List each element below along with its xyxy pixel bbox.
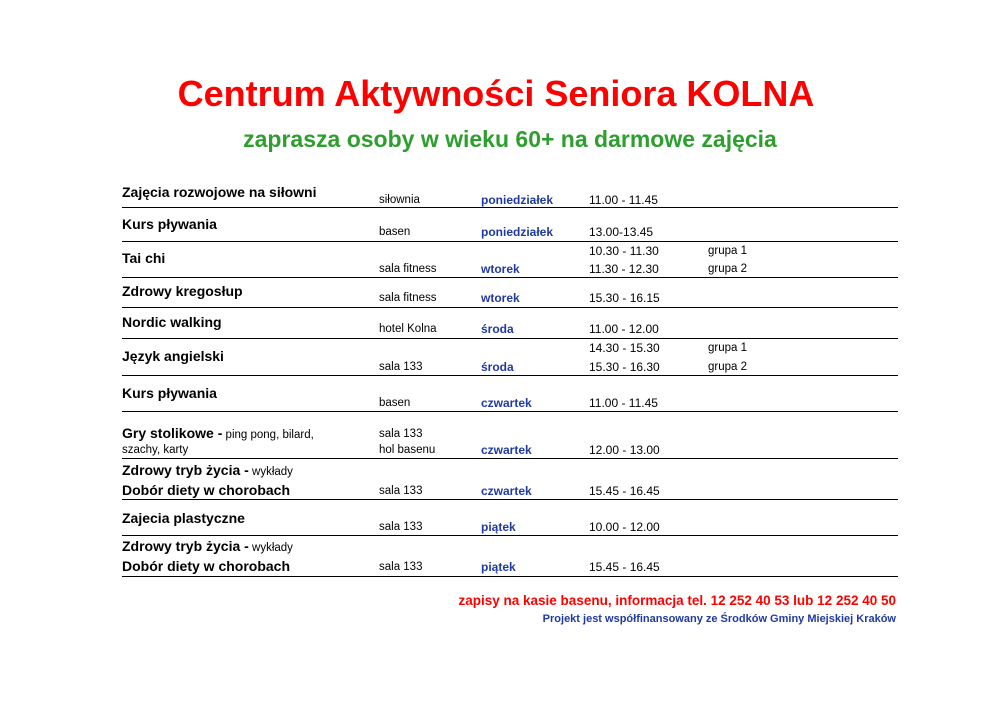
activity-name-line2: Dobór diety w chorobach bbox=[122, 482, 291, 498]
activity-name bbox=[122, 537, 293, 557]
schedule-row bbox=[122, 459, 898, 500]
activity-group: grupa 1 bbox=[708, 245, 748, 257]
activity-name-bold: Zdrowy tryb życia - bbox=[122, 462, 249, 478]
activity-time: 12.00 - 13.00 bbox=[589, 443, 660, 457]
activity-place: sala 133 bbox=[379, 485, 423, 497]
activity-day: piątek bbox=[481, 520, 516, 534]
activity-place: sala fitness bbox=[379, 263, 437, 275]
schedule-table bbox=[122, 180, 898, 577]
activity-time: 15.45 - 16.45 bbox=[589, 560, 660, 574]
activity-time: 11.00 - 12.00 bbox=[589, 322, 659, 336]
activity-place: basen bbox=[379, 226, 411, 238]
schedule-row bbox=[122, 376, 898, 412]
activity-place: sala 133 bbox=[379, 521, 423, 533]
activity-place: siłownia bbox=[379, 194, 420, 206]
activity-group: grupa 1 bbox=[708, 342, 748, 354]
activity-day: czwartek bbox=[481, 443, 532, 457]
activity-day: wtorek bbox=[481, 291, 520, 305]
schedule-row bbox=[122, 412, 898, 459]
schedule-row bbox=[122, 500, 898, 536]
activity-time: 10.30 - 11.30 bbox=[589, 244, 659, 258]
funding-note: Projekt jest współfinansowany ze Środków Gminy Miejskiej Kraków bbox=[542, 613, 896, 625]
schedule-row bbox=[122, 339, 898, 376]
schedule-row bbox=[122, 180, 898, 208]
activity-name: Kurs pływania bbox=[122, 216, 217, 232]
activity-place: sala 133 bbox=[379, 561, 423, 573]
activity-name-detail: wykłady bbox=[248, 542, 293, 554]
activity-day: poniedziałek bbox=[481, 225, 554, 239]
activity-name: Zajęcia rozwojowe na siłowni bbox=[122, 184, 317, 200]
activity-place: sala fitness bbox=[379, 292, 437, 304]
activity-day: wtorek bbox=[481, 262, 520, 276]
activity-time: 15.30 - 16.30 bbox=[589, 360, 660, 374]
activity-day: czwartek bbox=[481, 396, 532, 410]
activity-place: hotel Kolna bbox=[379, 323, 437, 335]
activity-name: Zajecia plastyczne bbox=[122, 510, 245, 526]
activity-name: Język angielski bbox=[122, 348, 224, 364]
schedule-row bbox=[122, 536, 898, 577]
page-subtitle: zaprasza osoby w wieku 60+ na darmowe zajęcia bbox=[243, 126, 777, 152]
activity-group: grupa 2 bbox=[708, 263, 748, 275]
activity-name-bold: Zdrowy tryb życia - bbox=[122, 538, 249, 554]
activity-time: 14.30 - 15.30 bbox=[589, 341, 660, 355]
activity-name: Kurs pływania bbox=[122, 385, 217, 401]
activity-name: Zdrowy kregosłup bbox=[122, 283, 243, 299]
activity-name-detail: ping pong, bilard, bbox=[222, 429, 314, 441]
activity-place: hol basenu bbox=[379, 444, 436, 456]
activity-name-bold: Gry stolikowe - bbox=[122, 425, 223, 441]
activity-name bbox=[122, 424, 314, 444]
activity-time: 15.45 - 16.45 bbox=[589, 484, 660, 498]
activity-day: poniedziałek bbox=[481, 193, 554, 207]
registration-info: zapisy na kasie basenu, informacja tel. 12 252 40 53 lub 12 252 40 50 bbox=[458, 593, 896, 608]
schedule-row bbox=[122, 308, 898, 339]
activity-time: 10.00 - 12.00 bbox=[589, 520, 660, 534]
activity-time: 11.30 - 12.30 bbox=[589, 262, 659, 276]
activity-name: Nordic walking bbox=[122, 314, 222, 330]
activity-day: piątek bbox=[481, 560, 516, 574]
activity-time: 11.00 - 11.45 bbox=[589, 193, 658, 207]
activity-day: środa bbox=[481, 360, 514, 374]
activity-place: basen bbox=[379, 397, 411, 409]
schedule-row bbox=[122, 208, 898, 242]
activity-day: środa bbox=[481, 322, 514, 336]
activity-name-line2: Dobór diety w chorobach bbox=[122, 558, 291, 574]
schedule-row bbox=[122, 278, 898, 308]
activity-day: czwartek bbox=[481, 484, 532, 498]
activity-time: 11.00 - 11.45 bbox=[589, 396, 658, 410]
activity-time: 13.00-13.45 bbox=[589, 225, 654, 239]
page-title: Centrum Aktywności Seniora KOLNA bbox=[177, 73, 815, 114]
activity-name bbox=[122, 461, 293, 481]
activity-name: Tai chi bbox=[122, 250, 166, 266]
activity-name-line2: szachy, karty bbox=[122, 444, 189, 456]
activity-place: sala 133 bbox=[379, 428, 423, 440]
activity-name-detail: wykłady bbox=[248, 466, 293, 478]
activity-place: sala 133 bbox=[379, 361, 423, 373]
activity-group: grupa 2 bbox=[708, 361, 748, 373]
activity-time: 15.30 - 16.15 bbox=[589, 291, 660, 305]
schedule-row bbox=[122, 242, 898, 278]
